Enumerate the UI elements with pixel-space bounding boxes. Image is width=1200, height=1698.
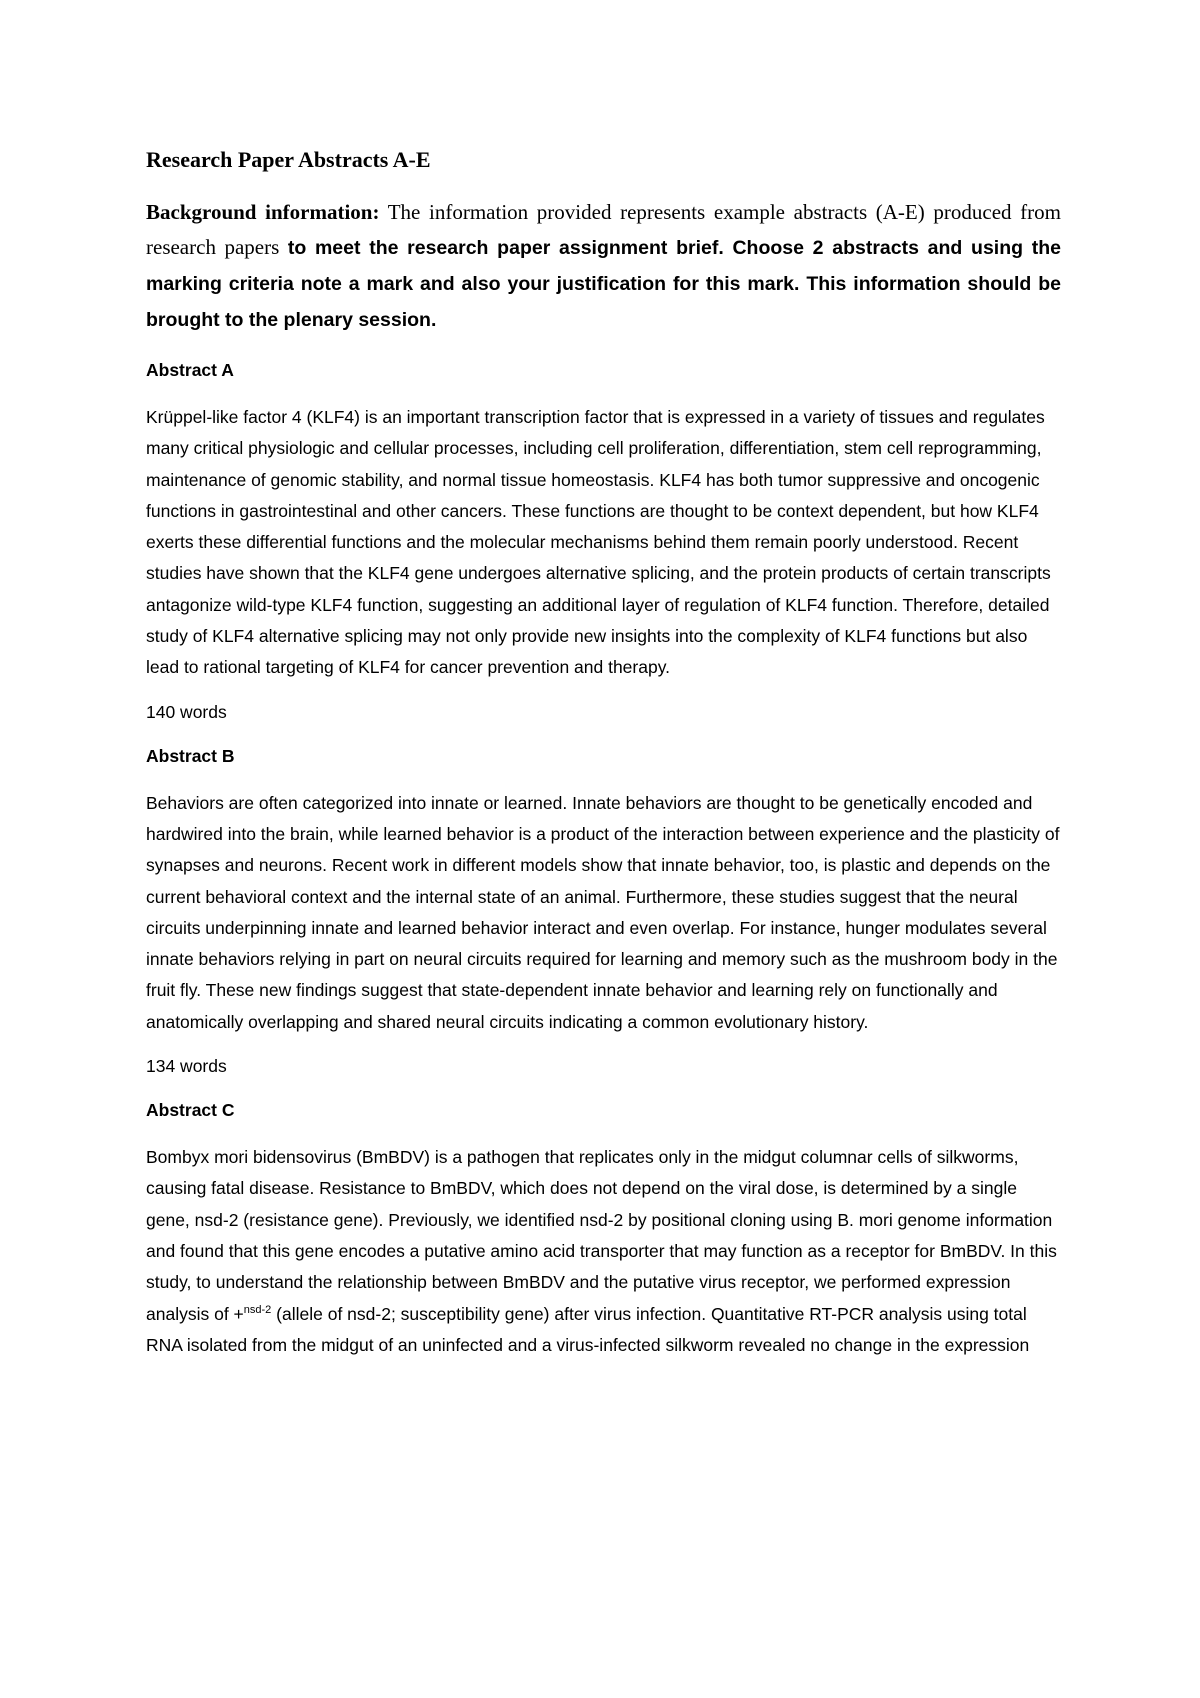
document-content [146,145,1061,1377]
abstract-c-body-part-1: Bombyx mori bidensovirus (BmBDV) is a pathogen that replicates only in the midgut columnar cells of silkworms, causing fatal disease. Resistance to BmBDV, which does not depend on the viral dose, is determined by a single gene, nsd-2 (resistance gene). Previously, we identified nsd-2 by positional cloning using B. mori genome information and found that this gene encodes a putative amino acid transporter that may function as a receptor for BmBDV. In this study, to understand the relationship between BmBDV and the putative virus receptor, we performed expression analysis of + [146,1147,1057,1324]
abstract-b-heading: Abstract B [146,745,235,766]
abstract-a-section [146,358,1061,724]
abstract-c-body [146,1142,1061,1361]
abstract-a-word-count: 140 words [146,701,227,722]
background-label: Background information: [146,200,380,224]
abstract-b-section [146,744,1061,1078]
document-title: Research Paper Abstracts A-E [146,147,431,172]
background-text: The information provided represents example abstracts (A-E) produced from research papers [146,200,1061,259]
background-paragraph [146,195,1061,338]
background-emphasis: to meet the research paper assignment brief. Choose 2 abstracts and using the marking criteria note a mark and also your justification for this mark. This information should be brought to the plenary session. [146,237,1062,331]
abstract-c-heading: Abstract C [146,1100,235,1121]
abstract-c-section [146,1098,1061,1361]
abstract-a-heading: Abstract A [146,360,234,380]
abstract-c-superscript: nsd-2 [243,1303,272,1316]
abstract-b-body: Behaviors are often categorized into innate or learned. Innate behaviors are thought to be genetically encoded and hardwired into the brain, while learned behavior is a product of the interaction between experience and the plasticity of synapses and neurons. Recent work in different models show that innate behavior, too, is plastic and depends on the current behavioral context and the internal state of an animal. Furthermore, these studies suggest that the neural circuits underpinning innate and learned behavior interact and even overlap. For instance, hunger modulates several innate behaviors relying in part on neural circuits required for learning and memory such as the mushroom body in the fruit fly. These new findings suggest that state-dependent innate behavior and learning rely on functionally and anatomically overlapping and shared neural circuits indicating a common evolutionary history. [146,792,1060,1032]
abstract-a-body: Krüppel-like factor 4 (KLF4) is an important transcription factor that is expressed in a variety of tissues and regulates many critical physiologic and cellular processes, including cell proliferation, differentiation, stem cell reprogramming, maintenance of genomic stability, and normal tissue homeostasis. KLF4 has both tumor suppressive and oncogenic functions in gastrointestinal and other cancers. These functions are thought to be context dependent, but how KLF4 exerts these differential functions and the molecular mechanisms behind them remain poorly understood. Recent studies have shown that the KLF4 gene undergoes alternative splicing, and the protein products of certain transcripts antagonize wild-type KLF4 function, suggesting an additional layer of regulation of KLF4 function. Therefore, detailed study of KLF4 alternative splicing may not only provide new insights into the complexity of KLF4 functions but also lead to rational targeting of KLF4 for cancer prevention and therapy. [146,407,1051,678]
abstract-b-word-count: 134 words [146,1056,227,1077]
abstract-c-body-part-2: (allele of nsd-2; susceptibility gene) after virus infection. Quantitative RT-PCR analysis using total RNA isolated from the midgut of an uninfected and a virus-infected silkworm revealed no change in the expression [146,1303,1030,1355]
